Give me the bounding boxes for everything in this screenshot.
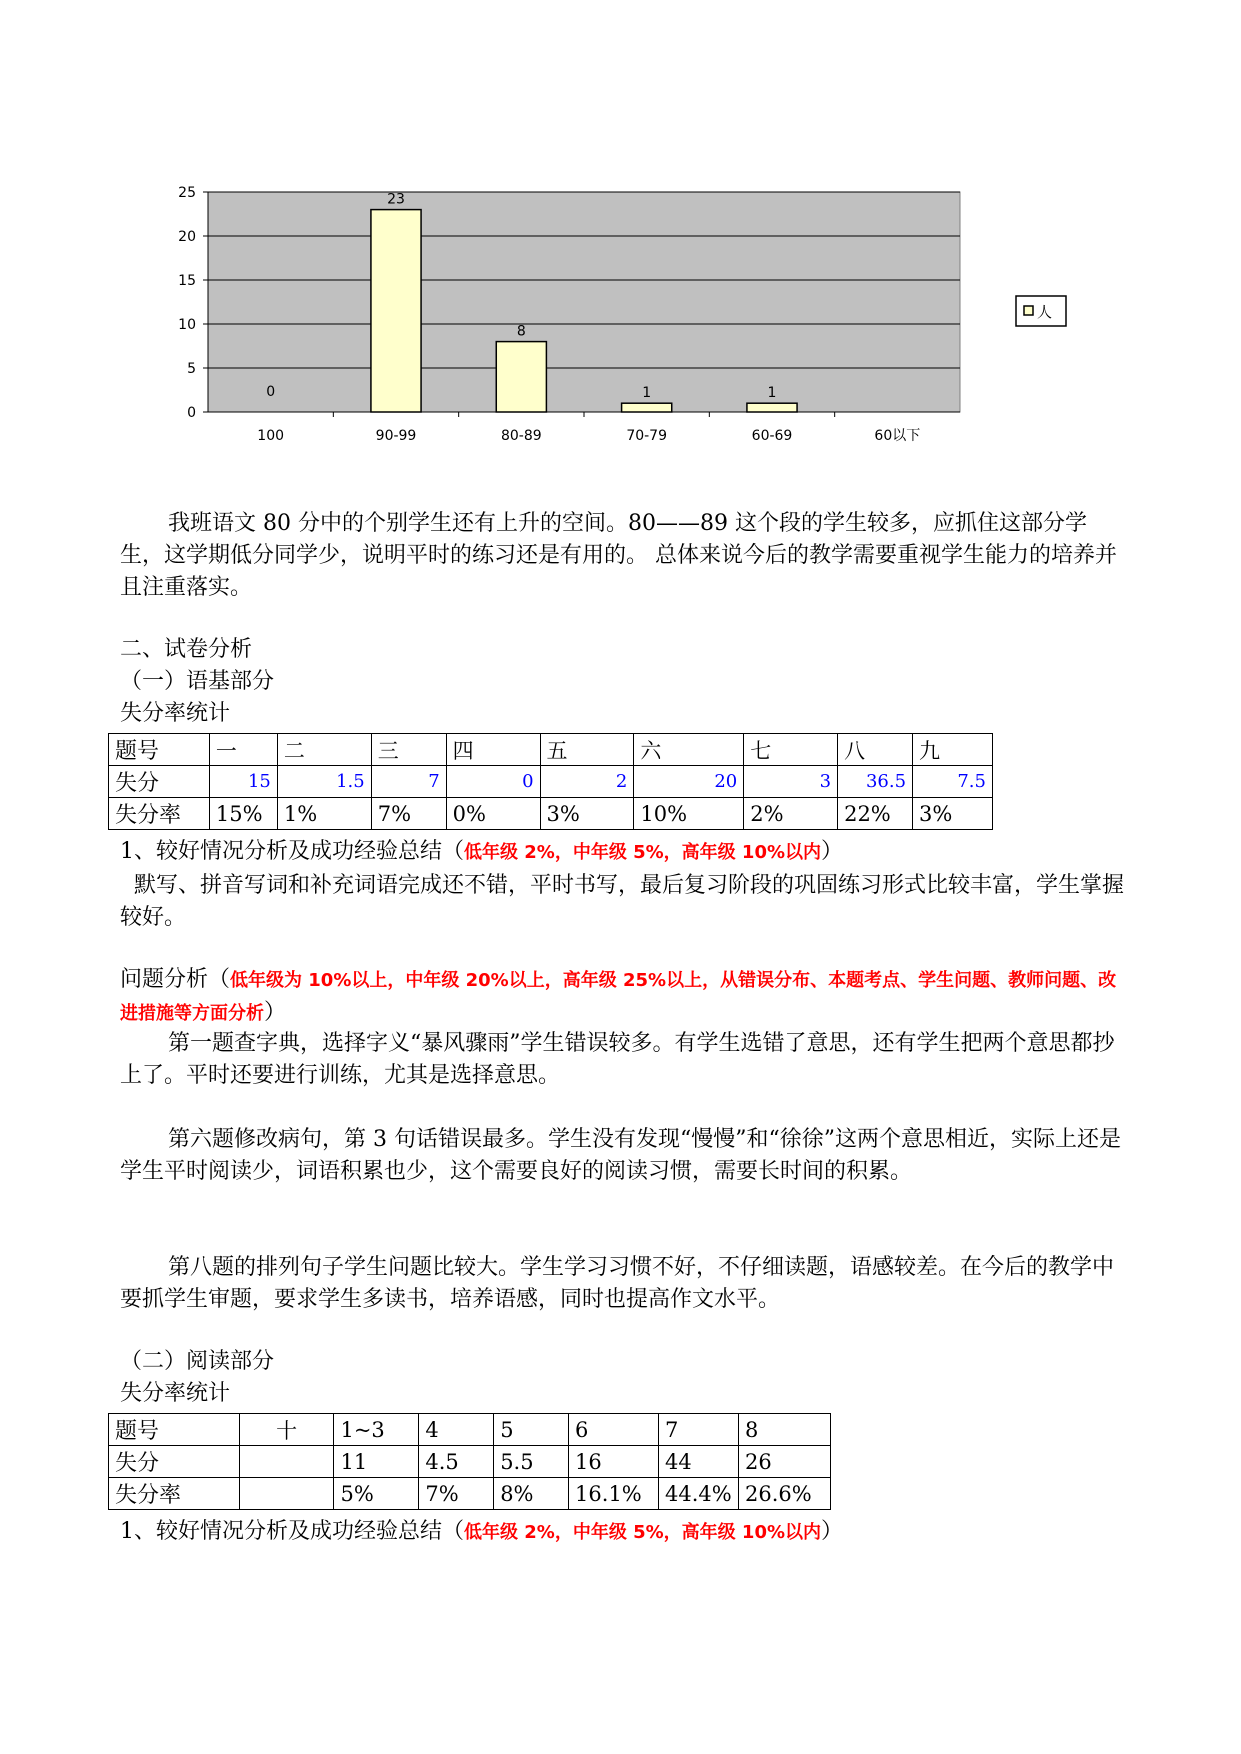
heading-label: 1、较好情况分析及成功经验总结（: [120, 839, 464, 864]
table-row: [109, 766, 993, 798]
legend-swatch: [1024, 306, 1033, 315]
table-cell: 1~3: [334, 1414, 419, 1446]
stats-title-reading: 失分率统计: [120, 1381, 231, 1406]
basics-loss-table: [108, 733, 993, 830]
table-cell: 九: [913, 734, 993, 766]
table-cell: 六: [634, 734, 744, 766]
table-cell: 1%: [277, 798, 371, 830]
heading-close: ）: [821, 1519, 844, 1544]
table-cell: 16.1%: [569, 1478, 659, 1510]
table-cell: 36.5: [838, 766, 913, 798]
data-label: 23: [387, 191, 405, 208]
table-cell: 7: [659, 1414, 739, 1446]
table-row: [109, 1414, 831, 1446]
table-cell: 22%: [838, 798, 913, 830]
heading-label: 问题分析（: [120, 967, 231, 992]
reading-loss-table: [108, 1413, 831, 1510]
subsection-title-reading: （二）阅读部分: [120, 1349, 275, 1374]
table-cell: 2: [540, 766, 634, 798]
x-tick-label: 100: [257, 428, 285, 444]
y-tick-label: 20: [178, 229, 196, 245]
table-cell: 八: [838, 734, 913, 766]
table-row: [109, 1446, 831, 1478]
good-analysis-text: 默写、拼音写词和补充词语完成还不错，平时书写，最后复习阶段的巩固练习形式比较丰富，学生掌握较好。: [120, 873, 1125, 930]
table-cell: 10%: [634, 798, 744, 830]
score-distribution-chart: [160, 170, 1120, 490]
table-cell: 2%: [744, 798, 838, 830]
table-cell: 0: [446, 766, 540, 798]
table-cell: 3: [744, 766, 838, 798]
table-row: [109, 1478, 831, 1510]
table-cell: 15%: [209, 798, 277, 830]
row-label-rate: 失分率: [109, 1478, 240, 1510]
table-cell: 5.5: [494, 1446, 569, 1478]
table-cell: 4: [419, 1414, 494, 1446]
problem-analysis-heading: [120, 964, 1130, 1030]
table-cell: 4.5: [419, 1446, 494, 1478]
x-tick-label: 90-99: [375, 428, 417, 444]
table-cell: [239, 1478, 334, 1510]
bar: [747, 403, 797, 412]
table-cell: 二: [277, 734, 371, 766]
heading-close: ）: [264, 1000, 287, 1025]
data-label: 0: [266, 384, 276, 400]
x-tick-label: 60以下: [874, 428, 921, 444]
table-cell: 3%: [913, 798, 993, 830]
row-label-points: 失分: [109, 766, 210, 798]
good-analysis-heading-reading: [120, 1518, 843, 1547]
table-cell: 3%: [540, 798, 634, 830]
table-cell: 四: [446, 734, 540, 766]
chart-plot-area: [178, 185, 960, 444]
table-cell: 7%: [419, 1478, 494, 1510]
x-tick-label: 70-79: [626, 428, 668, 444]
stats-title-basics: 失分率统计: [120, 701, 231, 726]
table-cell: 三: [371, 734, 446, 766]
heading-note: 低年级 2%，中年级 5%，高年级 10%以内: [464, 1522, 822, 1543]
table-cell: 1.5: [277, 766, 371, 798]
table-cell: 44.4%: [659, 1478, 739, 1510]
y-tick-label: 10: [178, 317, 196, 333]
heading-note: 低年级 2%，中年级 5%，高年级 10%以内: [464, 842, 822, 863]
table-row: [109, 734, 993, 766]
heading-note: 低年级为 10%以上，中年级 20%以上，高年级 25%以上，从错误分布、本题考点、学生问题、教师问题、改进措施等方面分析: [120, 970, 1117, 1024]
problem-paragraph-3: 第八题的排列句子学生问题比较大。学生学习习惯不好，不仔细读题，语感较差。在今后的教学中要抓学生审题，要求学生多读书，培养语感，同时也提高作文水平。: [120, 1255, 1115, 1312]
table-cell: 7%: [371, 798, 446, 830]
table-cell: 0%: [446, 798, 540, 830]
subsection-title-basics: （一）语基部分: [120, 669, 275, 694]
row-label-number: 题号: [109, 734, 210, 766]
table-cell: 20: [634, 766, 744, 798]
analysis-paragraph: 我班语文 80 分中的个别学生还有上升的空间。80——89 这个段的学生较多，应抓住这部分学生，这学期低分同学少，说明平时的练习还是有用的。 总体来说今后的教学需要重视学生能力的培养并且注重落实。: [120, 511, 1117, 600]
x-tick-label: 60-69: [751, 428, 793, 444]
table-cell: 七: [744, 734, 838, 766]
table-cell: 7.5: [913, 766, 993, 798]
data-label: 1: [642, 385, 652, 402]
table-cell: 11: [334, 1446, 419, 1478]
problem-paragraph-1: 第一题查字典，选择字义“暴风骤雨”学生错误较多。有学生选错了意思，还有学生把两个意思都抄上了。平时还要进行训练，尤其是选择意思。: [120, 1031, 1115, 1088]
table-cell: 44: [659, 1446, 739, 1478]
bar: [496, 342, 546, 412]
y-tick-label: 5: [187, 361, 196, 377]
data-label: 1: [767, 385, 777, 402]
heading-label: 1、较好情况分析及成功经验总结（: [120, 1519, 464, 1544]
problem-paragraph-2: 第六题修改病句，第 3 句话错误最多。学生没有发现“慢慢”和“徐徐”这两个意思相近，实际上还是学生平时阅读少，词语积累也少，这个需要良好的阅读习惯，需要长时间的积累。: [120, 1127, 1121, 1184]
table-cell: 6: [569, 1414, 659, 1446]
table-cell: 16: [569, 1446, 659, 1478]
plot-background: [208, 192, 960, 412]
table-cell: 十: [239, 1414, 334, 1446]
table-row: [109, 798, 993, 830]
table-cell: 8%: [494, 1478, 569, 1510]
table-cell: 5%: [334, 1478, 419, 1510]
y-tick-label: 25: [178, 185, 196, 201]
bar: [371, 210, 421, 412]
table-cell: 26.6%: [738, 1478, 830, 1510]
table-cell: 5: [494, 1414, 569, 1446]
x-tick-label: 80-89: [500, 428, 542, 444]
row-label-rate: 失分率: [109, 798, 210, 830]
data-label: 8: [516, 323, 526, 340]
row-label-number: 题号: [109, 1414, 240, 1446]
table-cell: [239, 1446, 334, 1478]
table-cell: 8: [738, 1414, 830, 1446]
chart-legend: [1016, 296, 1066, 326]
good-analysis-heading: [120, 838, 843, 867]
table-cell: 五: [540, 734, 634, 766]
table-cell: 26: [738, 1446, 830, 1478]
table-cell: 一: [209, 734, 277, 766]
y-tick-label: 15: [178, 273, 196, 289]
section-title-paper-analysis: 二、试卷分析: [120, 637, 253, 662]
heading-close: ）: [821, 839, 844, 864]
legend-label: 人: [1037, 303, 1053, 321]
y-tick-label: 0: [187, 405, 196, 421]
table-cell: 15: [209, 766, 277, 798]
bar: [622, 403, 672, 412]
table-cell: 7: [371, 766, 446, 798]
row-label-points: 失分: [109, 1446, 240, 1478]
